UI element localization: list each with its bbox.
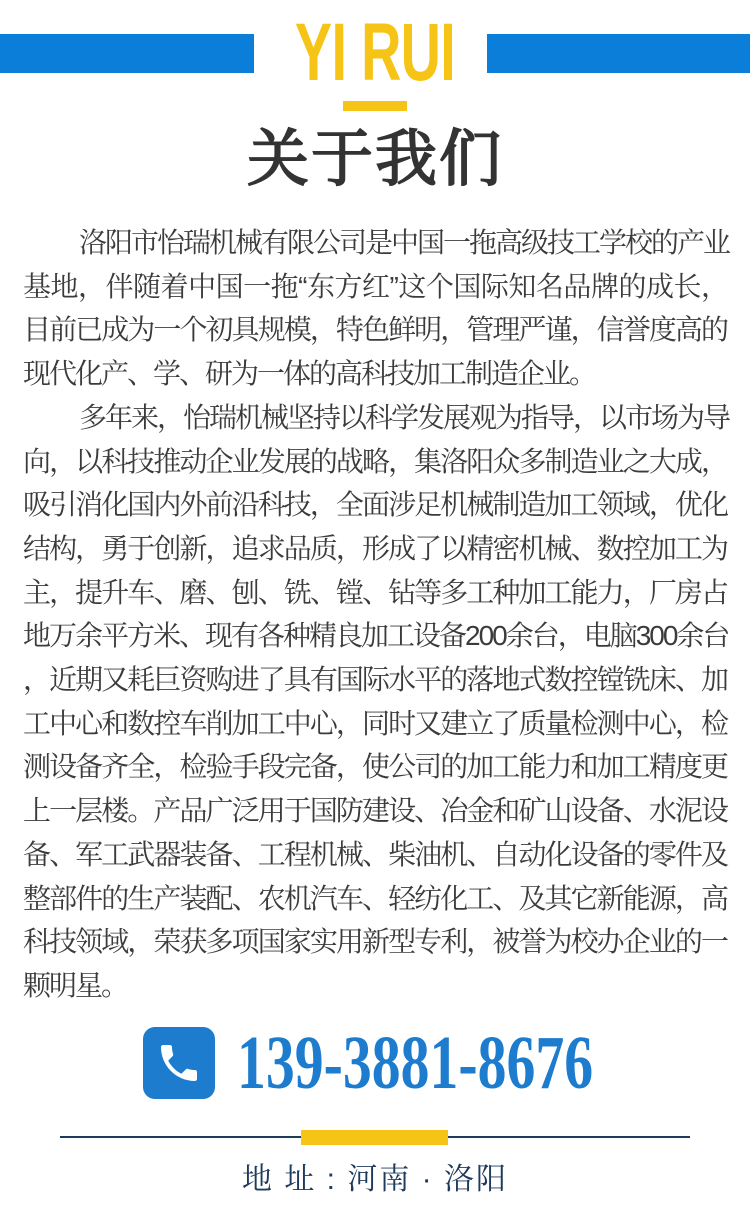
body-text-line: 科技领域，荣获多项国家实用新型专利，被誉为校办企业的一 [23, 926, 727, 958]
phone-handset-icon [155, 1039, 203, 1087]
body-text-line: 颗明星。 [23, 969, 128, 1001]
body-text-line: 结构，勇于创新，追求品质，形成了以精密机械、数控加工为 [23, 532, 727, 564]
body-text-line: 主，提升车、磨、刨、铣、镗、钻等多工种加工能力，厂房占 [23, 576, 727, 608]
body-text-line: 工中心和数控车削加工中心，同时又建立了质量检测中心，检 [23, 707, 727, 739]
footer-divider-accent [301, 1130, 448, 1145]
phone-icon-badge[interactable] [143, 1027, 215, 1099]
body-text-line: 向，以科技推动企业发展的战略，集洛阳众多制造业之大成， [23, 445, 727, 477]
body-text-line: ，近期又耗巨资购进了具有国际水平的落地式数控镗铣床、加 [23, 664, 727, 696]
body-text-line: 备、军工武器装备、工程机械、柴油机、自动化设备的零件及 [23, 838, 727, 870]
body-text-line: 整部件的生产装配、农机汽车、轻纺化工、及其它新能源，高 [23, 882, 727, 914]
body-text-line: 测设备齐全，检验手段完备，使公司的加工能力和加工精度更 [23, 751, 727, 783]
about-body-text [23, 221, 730, 1008]
body-text-line: 地万余平方米、现有各种精良加工设备200余台，电脑300余台 [23, 620, 729, 652]
brand-logo-text: YI RUI [294, 7, 456, 98]
body-text-line: 吸引消化国内外前沿科技，全面涉足机械制造加工领域，优化 [23, 489, 727, 521]
brand-underline [343, 101, 407, 111]
body-text-line: 多年来，怡瑞机械坚持以科学发展观为指导，以市场为导 [79, 401, 730, 433]
body-text-line: 现代化产、学、研为一体的高科技加工制造企业。 [23, 358, 596, 390]
body-text-line: 上一层楼。产品广泛用于国防建设、冶金和矿山设备、水泥设 [23, 795, 727, 827]
body-text-line: 洛阳市怡瑞机械有限公司是中国一拖高级技工学校的产业 [79, 227, 730, 258]
address-line: 地 址 : 河南 · 洛阳 [242, 1163, 508, 1196]
body-text-line: 目前已成为一个初具规模，特色鲜明，管理严谨，信誉度高的 [23, 314, 727, 346]
body-text-line: 基地，伴随着中国一拖“东方红”这个国际知名品牌的成长， [23, 270, 727, 302]
page-title: 关于我们 [246, 125, 503, 194]
phone-number[interactable]: 139-3881-8676 [237, 1021, 594, 1105]
